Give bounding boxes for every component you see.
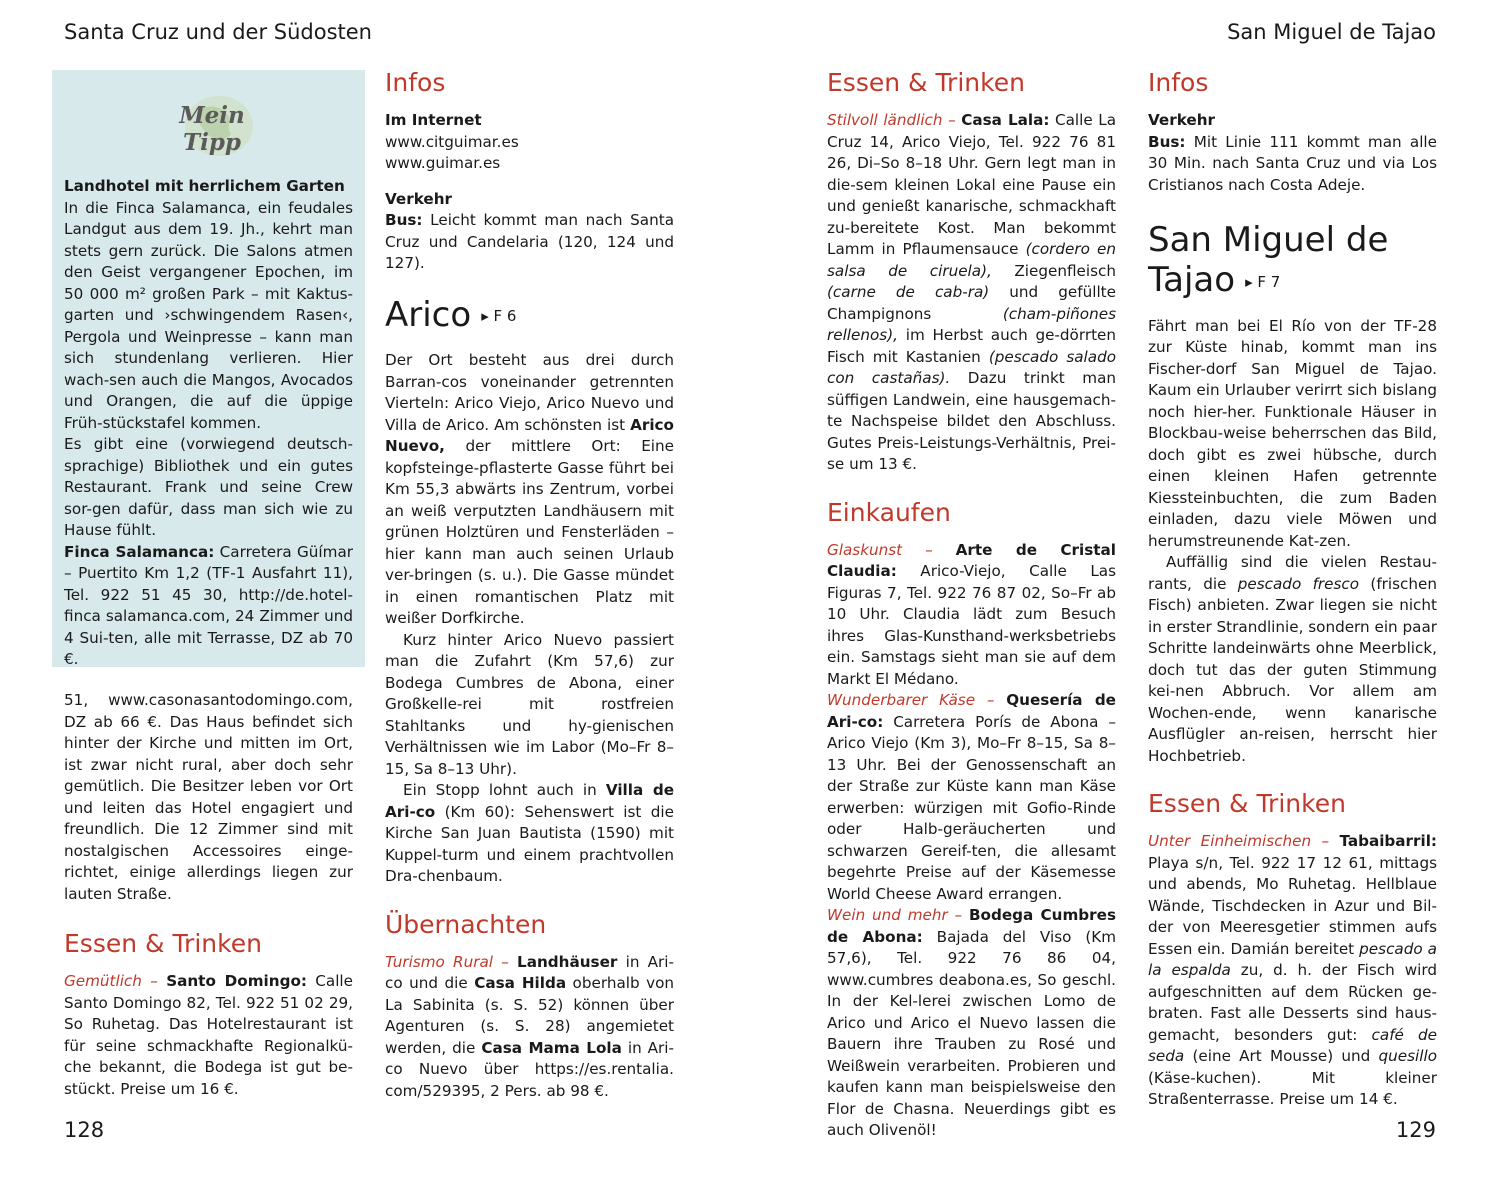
arico-p3-c: (Km 60): Sehenswert ist die Kirche San Juan Bautista (1590) mit Kuppel-turm und einem prachtvollen Dra-chenbaum.: [385, 802, 674, 885]
arico-title-text: Arico: [385, 294, 472, 335]
e1-t1: Calle La Cruz 14, Arico Viejo, Tel. 922 76 81 26, Di–So 8–18 Uhr. Gern legt man in die-sem kleinen Lokal eine Pause ein und genießt kanarische, schmackhaft zu-bereitete Kost. Man bekommt Lamm in Pflaumensauce: [827, 111, 1117, 258]
tab-t1: Playa s/n, Tel. 922 17 12 61, mittags und abends, Mo Ruhetag. Hellblaue Wände, Tischdecken in Azur und Bil-der von Meeresgetier stimmen aufs Essen ein. Damián bereitet: [1148, 853, 1437, 958]
entry-name: Santo Domingo:: [166, 972, 307, 990]
ueb-name-3: Casa Mama Lola: [481, 1038, 622, 1057]
sm-map-ref: ▸ F 7: [1245, 272, 1281, 291]
sm-paragraph-1: Fährt man bei El Río von der TF-28 zur Küste hinab, kommt man ins Fischer-dorf San Miguel de Tajao. Kaum ein Urlauber verirrt sich bislang noch hier-her. Funktionale Häuser in Blockbau-weise beherrschen das Bild, doch gibt es zwei hübsche, durch einen kleinen Hafen getrennte Kiessteinbuchten, die zum Baden einladen, dazu viele Möwen und herumstreunende Kat-zen.: [1148, 316, 1437, 550]
e1-t5: Dazu trinkt man süffigen Landwein, eine hausgemach-te Nachspeise bildet den Abschluss. Gutes Preis-Leistungs-Verhältnis, Prei-se um 13 €.: [827, 369, 1116, 473]
arico-map-ref: ▸ F 6: [481, 307, 517, 325]
url-citguimar: www.citguimar.es: [385, 132, 519, 151]
sm-title-line-2: Tajao: [1148, 260, 1236, 300]
k1-name: Arte de Cristal Claudia:: [827, 540, 1117, 580]
right-page-number: 129: [1395, 1118, 1436, 1142]
essen-trinken-heading-right: Essen & Trinken: [827, 68, 1025, 97]
tab-tag: Unter Einheimischen –: [1148, 832, 1330, 850]
tab-i1: pescado a la espalda: [1148, 939, 1437, 979]
casa-lala-entry: [827, 110, 1116, 476]
tab-name: Tabaibarril:: [1339, 832, 1437, 850]
essen-trinken-heading-right-2: Essen & Trinken: [1148, 789, 1346, 818]
entry-text: Calle Santo Domingo 82, Tel. 922 51 02 29, So Ruhetag. Das Hotelrestaurant ist für seine schmackhafte Regionalkü-che bekannt, die Bodega ist gut be-stückt. Preise um 16 €.: [64, 972, 353, 1098]
k2-text: Carretera Porís de Abona – Arico Viejo (Km 3), Mo–Fr 8–15, Sa 8–13 Uhr. Bei der Genossenschaft an der Straße zur Küste kann man Käse erwerben: würzigen mit Gofio-Rinde oder Halb-geräucherten und schwarzen Gereif-ten, die allesamt begehrte Preise auf der Käsemesse World Cheese Award errangen.: [827, 712, 1116, 903]
ueb-text-1: in Ari-co und die: [385, 952, 674, 992]
einkaufen-heading: Einkaufen: [827, 497, 951, 527]
ueb-tag: Turismo Rural –: [385, 952, 509, 971]
ueb-text-2: oberhalb von La Sabinita (s. S. 52) können über Agenturen (s. S. 28) angemietet werden, die: [385, 974, 674, 1057]
right-column-2: [1148, 68, 1437, 1111]
mein-tipp-logo: [147, 90, 277, 160]
tabaibarril-entry: [1148, 831, 1437, 1111]
santo-domingo-entry: [64, 971, 353, 1100]
ueb-name-2: Casa Hilda: [474, 974, 567, 992]
sm-title-line-1: San Miguel de: [1148, 220, 1389, 260]
sm-p2-b: (frischen Fisch) anbieten. Zwar liegen sie nicht in erster Strandlinie, sondern ein paar Schritte landeinwärts ohne Meerblick, doch tut das der guten Stimmung kei-nen Abbruch. Vor allem am Wochen-ende, wenn kanarische Ausflügler an-reisen, herrscht hier Hochbetrieb.: [1148, 574, 1437, 765]
k3-name: Bodega Cumbres de Abona:: [827, 906, 1117, 946]
right-running-header: San Miguel de Tajao: [1227, 20, 1436, 44]
e1-name: Casa Lala:: [961, 111, 1050, 129]
verkehr-heading-right: Verkehr: [1148, 111, 1216, 129]
e1-i3: (cham-piñones rellenos),: [827, 304, 1116, 344]
e1-t3: und gefüllte Champignons: [827, 283, 1116, 323]
url-guimar: www.guimar.es: [385, 154, 501, 172]
bus-label-right: Bus:: [1148, 132, 1186, 151]
tab-i2: café de seda: [1148, 1025, 1437, 1065]
left-column-2: [385, 68, 674, 1102]
tip-hotel-name: Finca Salamanca:: [64, 542, 215, 561]
e1-i2: (carne de cab-ra): [827, 283, 990, 301]
glaskunst-entry: [827, 540, 1116, 691]
k1-text: Arico-Viejo, Calle Las Figuras 7, Tel. 922 76 87 02, So–Fr ab 10 Uhr. Claudia lädt zum Besuch ihres Glas-Kunsthand-werksbetriebs ein. Samstags sieht man sie auf dem Markt El Médano.: [827, 562, 1116, 688]
sm-p2-a: Auffällig sind die vielen Restau-rants, die: [1148, 553, 1437, 593]
e1-i4: (pescado salado con castañas).: [827, 347, 1116, 387]
hotel-continuation: 51, www.casonasantodomingo.com, DZ ab 66 €. Das Haus befindet sich hinter der Kirche und mitten im Ort, ist zwar nicht rural, aber doch sehr gemütlich. Die Besitzer leben vor Ort und leiten das Hotel engagiert und freundlich. Die 12 Zimmer sind mit nostalgischen Accessoires einge-richtet, einige allerdings liegen zur lauten Straße.: [64, 691, 353, 903]
tab-i3: quesillo: [1378, 1047, 1437, 1065]
bus-label: Bus:: [385, 211, 423, 229]
tab-t2: zu, d. h. der Fisch wird aufgeschnitten auf dem Rücken ge-braten. Fast alle Desserts sind haus-gemacht, besonders gut:: [1148, 961, 1437, 1044]
internet-heading: Im Internet: [385, 111, 482, 129]
ueb-text-3: in Ari-co Nuevo über https://es.rentalia. com/529395, 2 Pers. ab 98 €.: [385, 1038, 674, 1100]
left-page-number: 128: [64, 1118, 105, 1142]
k3-tag: Wein und mehr –: [827, 906, 963, 924]
k1-tag: Glaskunst –: [827, 540, 933, 559]
arico-p1-a: Der Ort besteht aus drei durch Barran-cos voneinander getrennten Vierteln: Arico Viejo, Arico Nuevo und Villa de Arico. Am schönsten ist: [385, 351, 674, 434]
infos-heading-right: Infos: [1148, 68, 1209, 97]
mein-tipp-box: [52, 70, 365, 667]
e1-tag: Stilvoll ländlich –: [827, 111, 956, 129]
verkehr-text-right: [1148, 132, 1437, 197]
bus-text: Leicht kommt man nach Santa Cruz und Candelaria (120, 124 und 127).: [385, 211, 674, 272]
right-column-1: [827, 68, 1116, 1142]
arico-p3-b: Villa de Ari-co: [385, 781, 674, 821]
arico-title: [385, 295, 674, 337]
mein-tipp-logo-text: Mein Tipp: [179, 102, 245, 156]
uebernachten-entry: [385, 952, 674, 1103]
e1-t2: Ziegenfleisch: [991, 261, 1116, 280]
tip-title: Landhotel mit herrlichem Garten: [64, 177, 345, 195]
k3-text: Bajada del Viso (Km 57,6), Tel. 922 76 86 04, www.cumbres deabona.es, So geschl. In der Kel-lerei zwischen Lomo de Arico und Arico el Nuevo lassen die Bauern ihre Trauben zu Rosé und Weißwein verarbeiten. Probieren und kaufen kann man beispielsweise den Flor de Chasna. Neuerdings gibt es auch Olivenöl!: [827, 927, 1116, 1139]
arico-paragraph-3: [385, 780, 674, 888]
verkehr-text-left: [385, 210, 674, 275]
arico-paragraph-1: [385, 350, 674, 630]
k2-tag: Wunderbarer Käse –: [827, 691, 995, 709]
e1-i1: (cordero en salsa de ciruela),: [827, 240, 1116, 280]
ueb-name-1: Landhäuser: [517, 952, 618, 971]
tip-hotel-details: Carretera Güímar – Puertito Km 1,2 (TF-1 Ausfahrt 11), Tel. 922 51 45 30, http://de.hotel-finca salamanca.com, 24 Zimmer und 4 Sui-ten, alle mit Terrasse, DZ ab 70 €.: [64, 542, 353, 668]
tab-t4: (Käse-kuchen). Mit kleiner Straßenterrasse. Preise um 14 €.: [1148, 1068, 1437, 1108]
bus-text-right: Mit Linie 111 kommt man alle 30 Min. nach Santa Cruz und via Los Cristianos nach Costa Adeje.: [1148, 132, 1437, 194]
entry-tag: Gemütlich –: [64, 972, 158, 990]
left-column-1-lower: [64, 690, 353, 1100]
infos-heading-left: Infos: [385, 68, 446, 97]
verkehr-heading-left: Verkehr: [385, 189, 453, 208]
uebernachten-heading: Übernachten: [385, 909, 547, 939]
sm-paragraph-2: [1148, 552, 1437, 767]
wein-entry: [827, 905, 1116, 1142]
tip-paragraph-2: Es gibt eine (vorwiegend deutsch-sprachige) Bibliothek und ein gutes Restaurant. Frank und seine Crew sor-gen dafür, dass man sich wie zu Hause fühlt.: [64, 435, 353, 539]
tip-paragraph-3: [64, 542, 353, 671]
arico-p1-b: Arico Nuevo,: [385, 415, 674, 455]
arico-p1-c: der mittlere Ort: Eine kopfsteinge-pflasterte Gasse führt bei Km 55,3 abwärts ins Zentrum, vorbei an weiß verputzten Landhäusern mit grünen Holztüren und Fensterläden – hier kann man auch seinen Urlaub ver-bringen (s. u.). Die Gasse mündet in einen romantischen Platz mit weißer Dorfkirche.: [385, 437, 674, 627]
k2-name: Quesería de Ari-co:: [827, 691, 1116, 731]
arico-paragraph-2: Kurz hinter Arico Nuevo passiert man die Zufahrt (Km 57,6) zur Bodega Cumbres de Abona, einer Großkelle-rei mit rostfreien Stahltanks und hy-gienischen Verhältnissen wie im Labor (Mo–Fr 8–15, Sa 8–13 Uhr).: [385, 630, 674, 778]
tip-paragraph-1: In die Finca Salamanca, ein feudales Landgut aus dem 19. Jh., kehrt man stets gern zurück. Die Salons atmen den Geist vergangener Epochen, im 50 000 m² großen Park – mit Kaktus-garten und ›schwingendem Rasen‹, Pergola und Weinpresse – kann man sich stundenlang verlieren. Hier wach-sen auch die Mangos, Avocados und Orangen, die auf die üppige Früh-stückstafel kommen.: [64, 198, 353, 432]
tab-t3: (eine Art Mousse) und: [1184, 1047, 1379, 1065]
left-running-header: Santa Cruz und der Südosten: [64, 20, 372, 44]
essen-trinken-heading-left: Essen & Trinken: [64, 929, 262, 958]
kaese-entry: [827, 690, 1116, 905]
e1-t4: im Herbst auch ge-dörrten Fisch mit Kastanien: [827, 326, 1116, 366]
arico-p3-a: Ein Stopp lohnt auch in: [403, 781, 606, 799]
san-miguel-title: [1148, 220, 1437, 302]
sm-p2-i: pescado fresco: [1237, 574, 1360, 593]
